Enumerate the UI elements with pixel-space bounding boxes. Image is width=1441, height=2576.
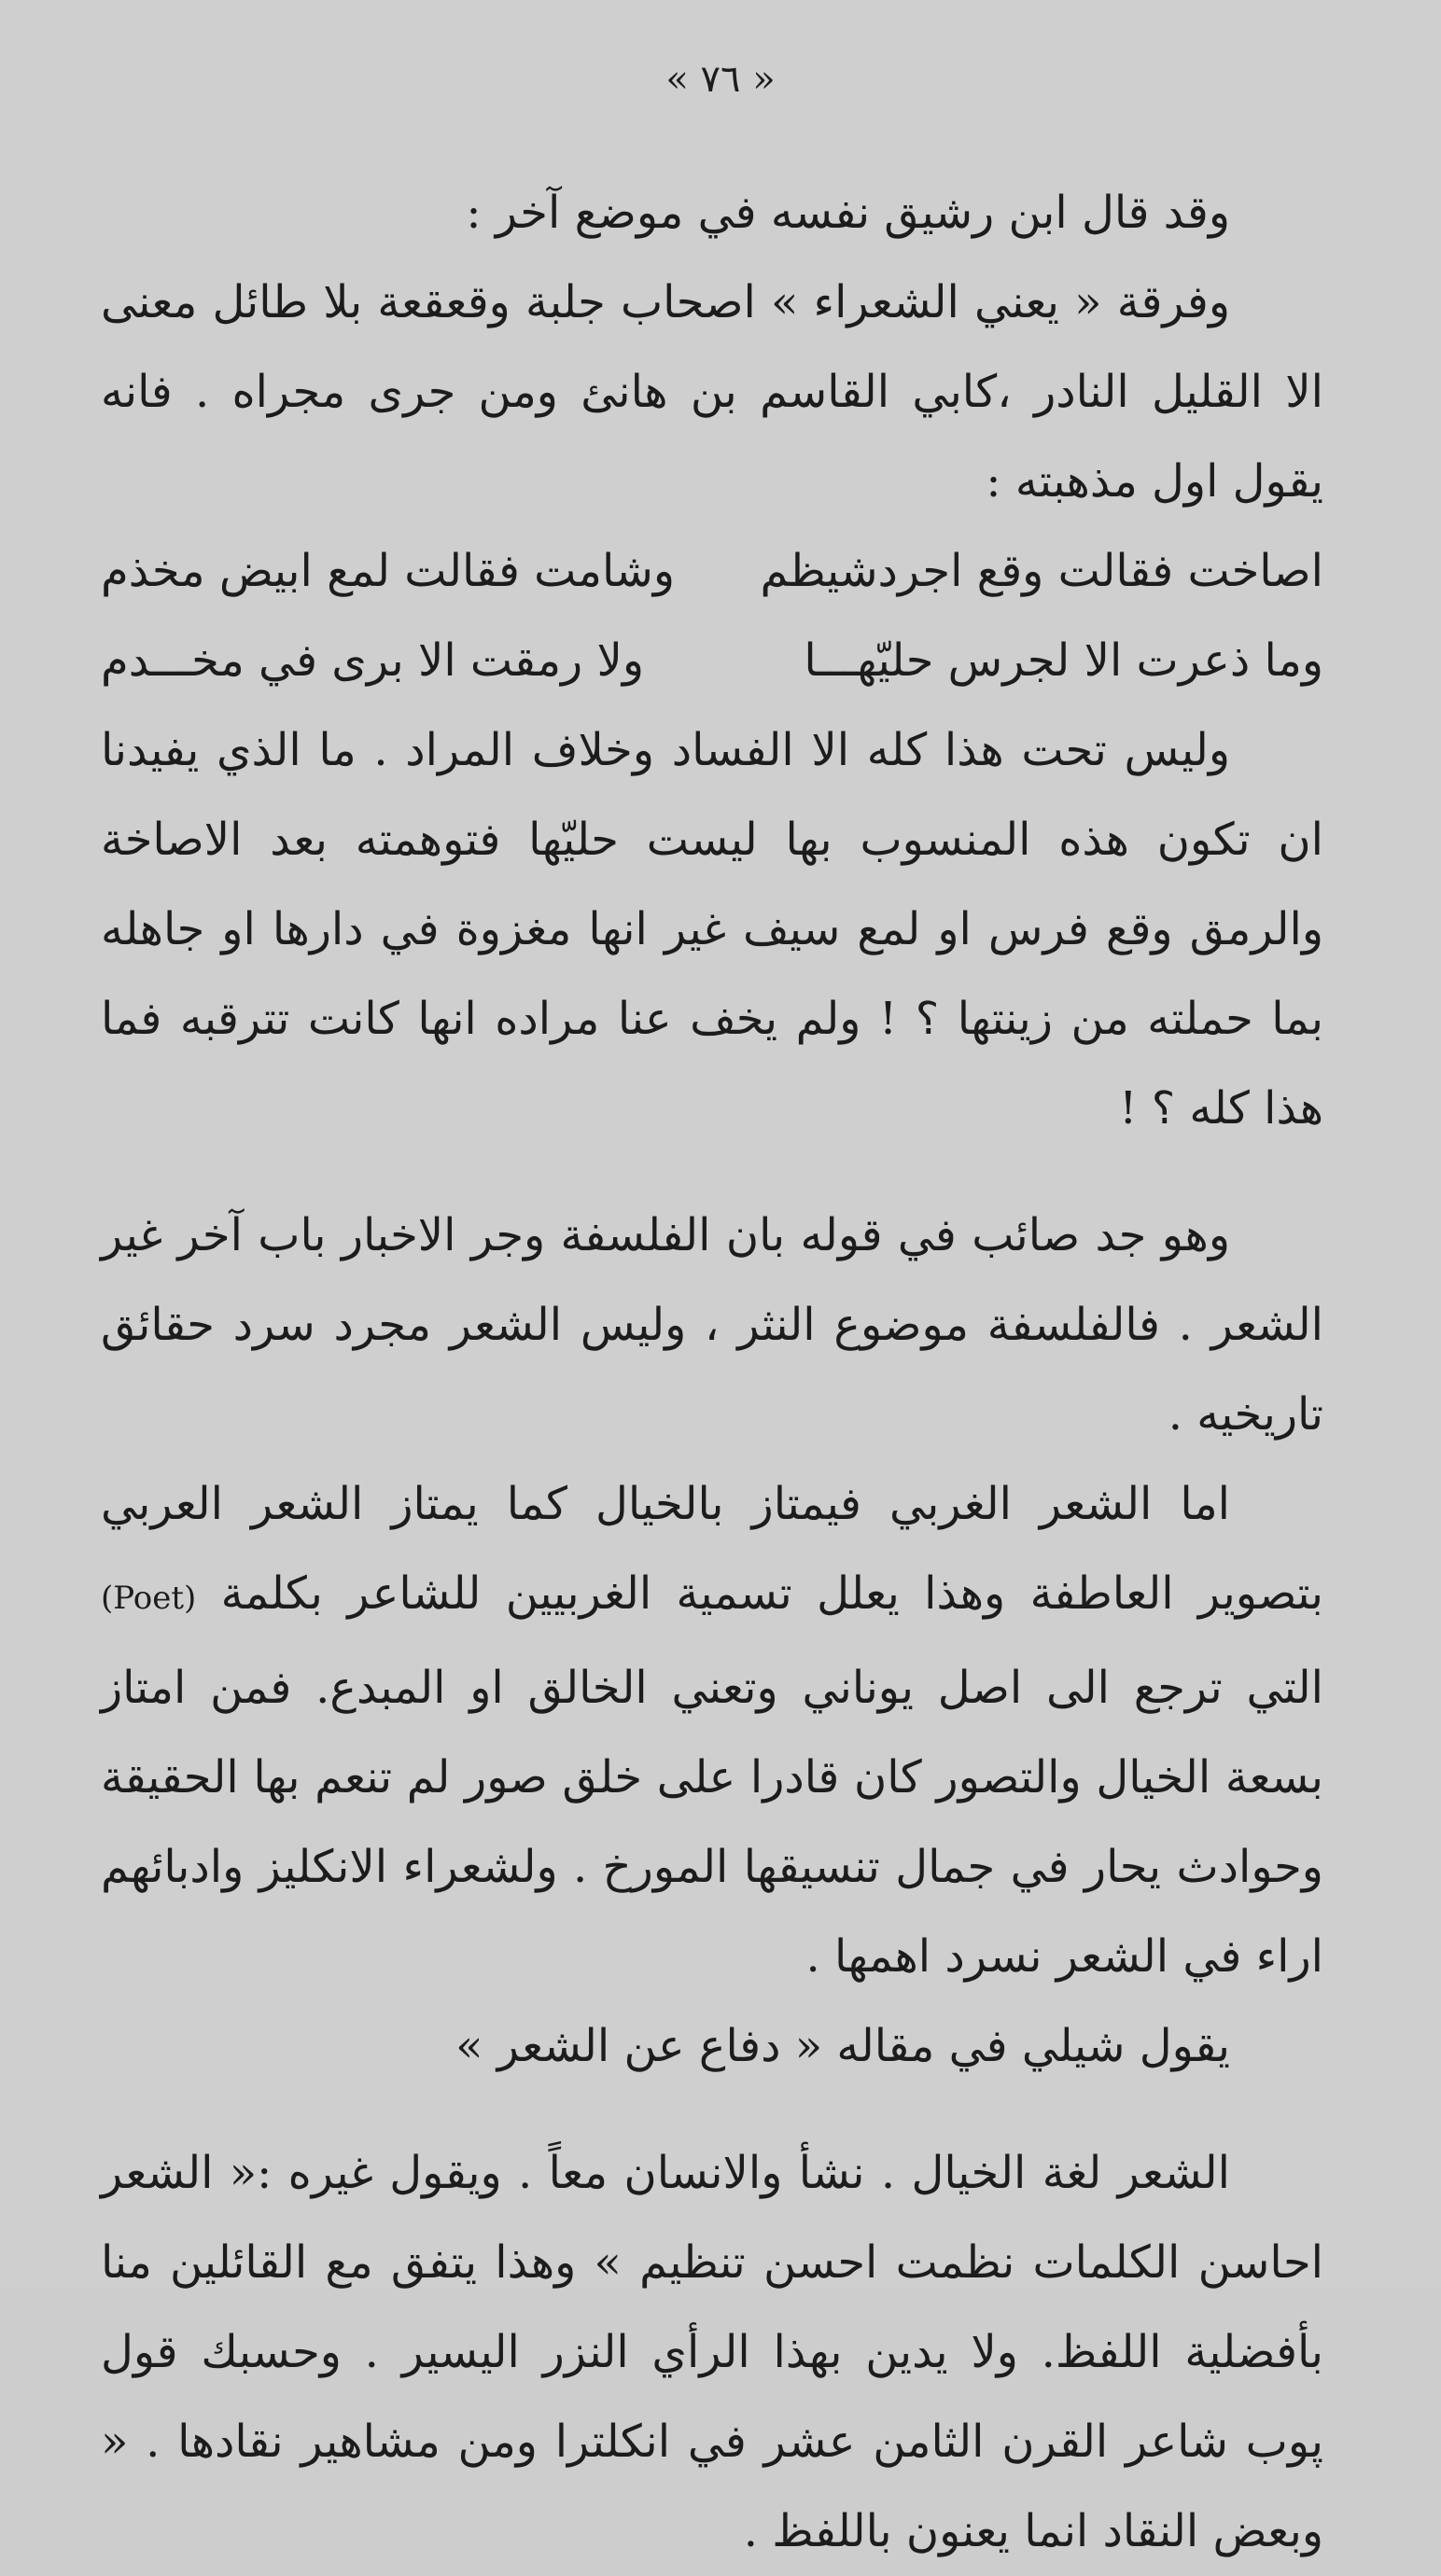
western-poetry-text-2: التي ترجع الى اصل يوناني وتعني الخالق او المبدع. فمن امتاز بسعة الخيال والتصور كان قادرا على خلق صور لم تنعم بها الحقيقة وحوادث يحار في جمال تنسيقها المورخ . ولشعراء الانكليز وادبائهم اراء في الشعر نسرد اهمها . — [101, 1662, 1323, 1983]
verse-line-2 — [101, 616, 1323, 705]
page-number: « ٧٦ » — [665, 58, 776, 101]
body-text — [101, 168, 1323, 2576]
paragraph-commentary: وليس تحت هذا كله الا الفساد وخلاف المراد . ما الذي يفيدنا ان تكون هذه المنسوب بها ليست حليّها فتوهمته بعد الاصاخة والرمق وقع فرس او لمع سيف غير انها مغزوة في دارها او جاهله بما حملته من زينتها ؟ ! ولم يخف عنا مراده انها كانت تترقبه فما هذا كله ؟ ! — [101, 724, 1323, 1135]
verse-2-first-hemistich: وما ذعرت الا لجرس حليّهـــا — [804, 634, 1323, 687]
western-poetry-text-1: اما الشعر الغربي فيمتاز بالخيال كما يمتاز الشعر العربي بتصوير العاطفة وهذا يعلل تسمية الغربيين للشاعر بكلمة — [101, 1478, 1323, 1620]
paragraph-philosophy: وهو جد صائب في قوله بان الفلسفة وجر الاخبار باب آخر غير الشعر . فالفلسفة موضوع النثر ، وليس الشعر مجرد سرد حقائق تاريخيه . — [101, 1209, 1324, 1441]
verse-1-second-hemistich: وشامت فقالت لمع ابيض مخذم — [101, 545, 676, 597]
paragraph-intro-quote: وقد قال ابن رشيق نفسه في موضع آخر : — [466, 187, 1230, 239]
paragraph-ibn-rashiq-quote: وفرقة « يعني الشعراء » اصحاب جلبة وقعقعة بلا طائل معنى الا القليل النادر ،كابي القاسم بن هانئ ومن جرى مجراه . فانه يقول اول مذهبته : — [101, 276, 1323, 508]
paragraph-western-poetry — [101, 1459, 1323, 2001]
paragraph-gap — [101, 1153, 1323, 1191]
paragraph-gap-2 — [101, 2091, 1323, 2128]
paragraph-poetry-language: الشعر لغة الخيال . نشأ والانسان معاً . ويقول غيره :« الشعر احاسن الكلمات نظمت احسن تنظيم » وهذا يتفق مع القائلين منا بأفضلية اللفظ. ولا يدين بهذا الرأي النزر اليسير . وحسبك قول پوب شاعر القرن الثامن عشر في انكلترا ومن مشاهير نقادها . « وبعض النقاد انما يعنون باللفظ . — [101, 2147, 1323, 2557]
paragraph-shelley: يقول شيلي في مقاله « دفاع عن الشعر » — [455, 2020, 1230, 2072]
latin-term-poet: (Poet) — [101, 1580, 197, 1617]
verse-line-1 — [101, 526, 1323, 616]
verse-2-second-hemistich: ولا رمقت الا برى في مخـــدم — [101, 634, 645, 687]
verse-1-first-hemistich: اصاخت فقالت وقع اجردشيظم — [760, 545, 1323, 597]
